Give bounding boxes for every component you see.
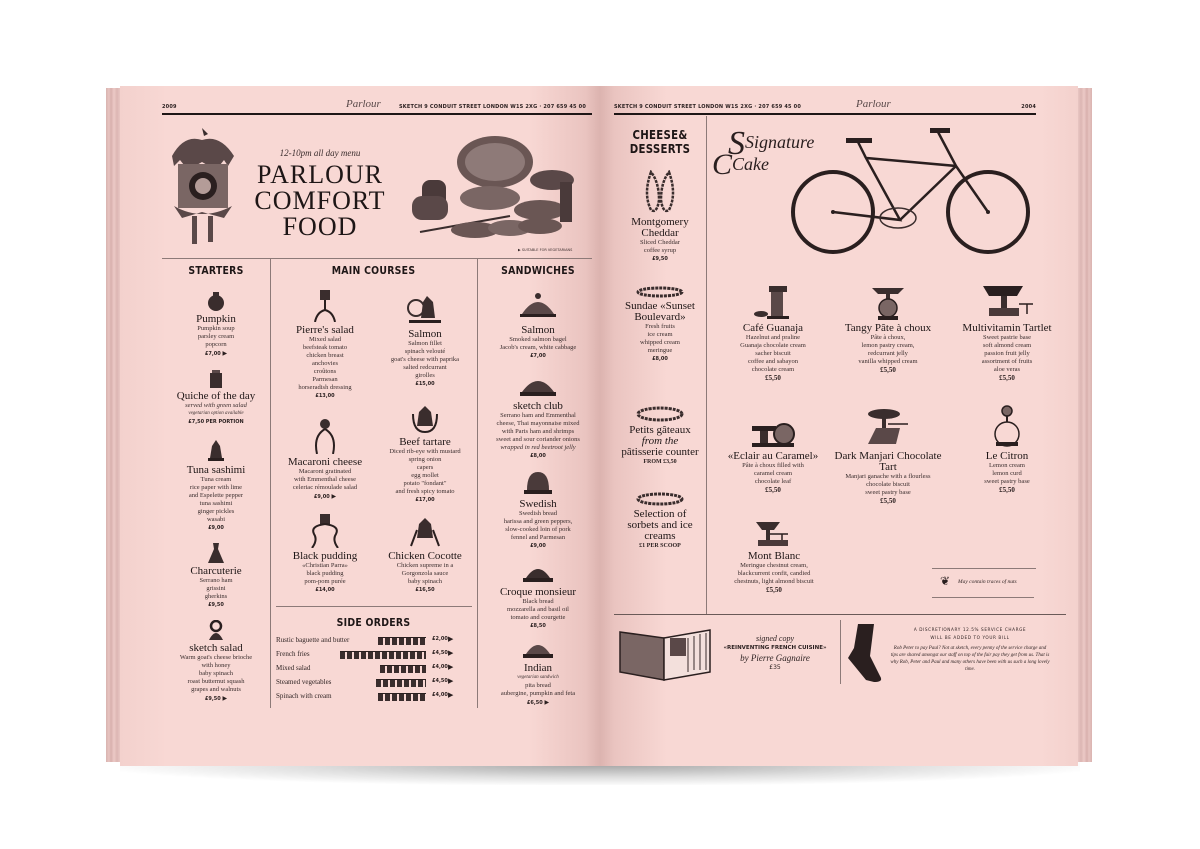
header-address: SKETCH 9 CONDUIT STREET LONDON W1S 2XG · 207 659 45 00 [398,104,586,110]
item-desc: chicken breast [306,352,344,359]
section-divider [162,258,592,259]
menu-item [610,406,710,467]
item-desc: «Christian Parra» [302,562,348,569]
item-desc: potato "fondant" [403,480,447,487]
item-desc: Black bread [522,598,554,605]
veg-icon: ▶ [222,695,228,702]
nut-icon: ❦ [940,574,951,588]
item-desc: egg mollet [411,472,439,479]
item-price: £9,50 [652,256,668,262]
wall-bell-icon [411,404,439,434]
menu-item [164,291,268,359]
menu-item [828,284,948,375]
item-desc: lemon pastry cream, [861,342,915,349]
veg-icon: ▶ [448,691,454,699]
item-desc: sacher biscuit [755,350,791,357]
item-desc: Meringue chestnut cream, [740,562,808,569]
item-desc: croûtons [313,368,337,375]
ornament-icon [207,291,225,311]
veg-icon: ▶ [448,677,454,685]
item-desc: pom-pom purée [304,578,346,585]
item-desc: Fresh fruits [645,323,675,330]
title-line: Signature [745,132,815,152]
item-desc: sweet and sour coriander onions [496,436,580,443]
item-name: Salmon [521,324,555,336]
item-price: £17,00 [415,497,435,503]
item-desc: celeriac rémoulade salad [292,484,358,491]
item-desc: vegetarian sandwich [517,675,559,680]
item-desc: grissini [206,585,226,592]
service-heading: A DISCRETIONARY 12.5% SERVICE CHARGE [913,627,1027,632]
nuts-note [936,574,1040,594]
item-desc: capers [416,464,434,471]
cloche-icon [518,372,558,398]
item-desc: vegetarian option available [188,411,244,416]
signature-cake-title: SSignature CCake [712,125,815,181]
side-orders-list [276,634,476,714]
item-desc: popcorn [205,341,227,348]
balance-scale-icon [979,284,1035,320]
starters-heading: STARTERS [188,264,244,277]
item-name: Indian [523,662,553,674]
item-desc: Hazelnut and praline [745,334,801,341]
side-order-row [276,634,476,648]
item-desc: vanilla whipped cream [858,358,918,365]
cheese-desserts-heading [614,128,706,156]
item-name: Chicken Cocotte [388,550,462,562]
item-desc: pita bread [525,682,551,689]
item-price: £14,00 [315,587,335,593]
item-desc: Sweet pastrie base [982,334,1031,341]
cuckoo-clock-icon [164,126,240,246]
side-order-price: £4,50 [432,678,448,684]
veg-icon: ▶ [518,248,522,252]
item-price: £15,00 [415,381,435,387]
cloche-icon [523,470,553,496]
menu-item [478,638,598,708]
menu-item [946,404,1068,495]
item-desc: Salmon fillet [408,340,442,347]
item-desc: chocolate leaf [754,478,792,485]
promo-title: «REINVENTING FRENCH CUISINE» [723,645,827,651]
item-name: Salmon [408,328,442,340]
page-edges-right [1076,88,1092,762]
note-divider [932,597,1034,598]
item-desc: soft almond cream [982,342,1032,349]
promo-author: by Pierre Gagnaire [740,653,810,663]
item-price: £1 PER SCOOP [639,543,681,549]
item-desc: Mixed salad [309,336,341,343]
item-desc: sweet pastry base [984,478,1030,485]
item-desc: Pâte à choux filled with [742,462,804,469]
item-price: £9,50 [208,602,224,608]
item-name: sketch club [513,400,563,412]
header-rule [162,113,592,115]
menu-item [375,404,475,505]
item-price: £8,50 [530,623,546,629]
item-name: sketch salad [189,642,243,654]
item-name: Café Guanaja [742,322,804,334]
column-divider [706,116,707,614]
item-desc: Chicken supreme in a [396,562,454,569]
item-desc: grapes and walnuts [191,686,241,693]
item-desc: baby spinach [407,578,443,585]
cookware-illustration-icon [400,132,580,244]
item-desc: with honey [201,662,231,669]
item-desc: Pumpkin soup [197,325,235,332]
bells-decoration-icon [378,637,426,645]
necklace-icon [643,170,677,214]
service-text: Rob Peter to pay Paul? Not at sketch, every penny of the service charge and tips are shared amongst our staff on top of the fair pay they get from us. That is why Rob, Peter and Paul and many others have been with us such a long lovely time. [890,646,1050,672]
item-price: £13,00 [315,393,335,399]
item-name: from the [641,435,679,447]
side-order-price: £4,50 [432,650,448,656]
title-line: Cake [732,154,769,174]
menu-item [614,170,706,264]
veg-legend [518,248,572,252]
veg-icon: ▶ [448,649,454,657]
veg-legend-text: SUITABLE FOR VEGETARIANS [521,248,573,252]
item-price: £5,50 [765,374,781,382]
item-desc: anchovies [312,360,338,367]
menu-item [375,516,475,595]
item-desc: chocolate cream [751,366,795,373]
menu-item [614,286,706,364]
kitchen-scale-icon [870,284,906,320]
page-number: 2009 [162,104,177,110]
item-desc: ginger pickles [197,508,235,515]
item-price: £5,50 [765,486,781,494]
item-desc: lemon curd [992,470,1022,477]
title-line: COMFORT [254,186,386,215]
item-desc: black pudding [306,570,344,577]
item-price: £7,00 [530,353,546,359]
item-desc: blackcurrent confit, candied [737,570,811,577]
nuts-note-text: May contain traces of nuts [958,579,1017,585]
item-desc: fennel and Parmesan [510,534,566,541]
item-desc: Macaroni gratinated [298,468,352,475]
candelabra-icon [308,514,342,548]
sandwiches-heading: SANDWICHES [501,264,575,277]
item-desc: harissa and green peppers, [503,518,573,525]
menu-item [478,372,598,461]
item-price: £9,00 [313,494,330,500]
bell-icon [207,440,225,462]
postal-scale-icon [866,408,910,448]
item-desc: and fresh spicy tomato [395,488,455,495]
item-desc: parsley cream [197,333,235,340]
open-menu-booklet [106,86,1092,766]
item-desc: Lemon cream [989,462,1025,469]
item-price: £7,50 PER PORTION [188,419,244,425]
book-promo [716,634,834,673]
item-name: Beef tartare [399,436,451,448]
item-desc: girolles [415,372,435,379]
item-desc: roast butternut squash [187,678,245,685]
side-order-name: Steamed vegetables [276,678,332,686]
dress-icon [207,543,225,563]
item-desc: Parmesan [312,376,338,383]
item-desc: cheese, Thai mayonnaise mixed [496,420,580,427]
menu-hours: 12-10pm all day menu [279,148,361,158]
menu-item [478,290,598,361]
item-name: Sundae «Sunset Boulevard» [625,300,695,323]
item-desc: Guanaja chocolate cream [740,342,806,349]
cloche-icon [521,638,555,660]
item-name: Mont Blanc [747,550,801,562]
hanging-scale-icon [992,404,1022,448]
item-name: Charcuterie [190,565,242,577]
veg-icon: ▶ [544,699,550,706]
item-price: £5,50 [766,586,782,594]
title-line: PARLOUR [257,160,383,189]
menu-item [164,543,268,610]
item-price: £9,00 [530,543,546,549]
side-order-price: £4,00 [432,664,448,670]
menu-item [712,518,836,595]
item-name: pâtisserie counter [621,446,699,458]
promo-price: £35 [769,664,781,671]
item-name: Tangy Pâte à choux [844,322,932,334]
item-desc: coffee and sabayon [747,358,799,365]
promo-line: signed copy [756,634,794,643]
item-desc: passion fruit jelly [984,350,1030,357]
item-name: Croque monsieur [499,586,577,598]
item-desc: tomato and courgette [510,614,566,621]
bracelet-icon [635,406,685,422]
parlour-logo: Parlour [346,98,381,110]
menu-item [716,418,830,495]
item-name: Montgomery Cheddar [631,216,689,239]
menu-item [275,514,375,595]
item-desc: tuna sashimi [199,500,233,507]
side-order-row [276,662,476,676]
parlour-logo: Parlour [856,98,891,110]
header-address: SKETCH 9 CONDUIT STREET LONDON W1S 2XG · 207 659 45 00 [614,104,802,110]
veg-icon: ▶ [448,663,454,671]
jar-icon [208,370,224,388]
item-name: Swedish [519,498,557,510]
side-order-name: French fries [276,650,310,658]
item-desc: assortment of fruits [981,358,1033,365]
menu-item [275,290,375,401]
menu-item [160,620,272,704]
item-price: £5,50 [999,486,1015,494]
item-price: £9,50 [204,696,221,702]
item-price: £8,00 [530,453,546,459]
side-order-name: Rustic baguette and butter [276,636,350,644]
item-desc: salted redcurrant [403,364,447,371]
item-price: £8,00 [652,356,668,362]
item-desc: Jacob's cream, white cabbage [499,344,577,351]
bells-decoration-icon [378,693,426,701]
bells-decoration-icon [380,665,426,673]
section-divider [614,614,1066,615]
item-desc: goat's cheese with paprika [390,356,460,363]
item-name: Black pudding [292,550,358,562]
menu-item [164,440,268,533]
item-desc: ice cream [647,331,673,338]
cloche-icon [518,290,558,322]
item-name: Le Citron [985,450,1029,462]
item-desc: Serrano ham [199,577,233,584]
side-orders-heading: SIDE ORDERS [336,616,411,629]
column-divider [840,620,841,684]
item-price: £6,50 [526,700,543,706]
item-name: Multivitamin Tartlet [962,322,1052,334]
clock-scale-icon [750,418,796,448]
section-divider [276,606,472,607]
item-price: £7,00 [204,351,221,357]
item-desc: spinach velouté [404,348,446,355]
veg-icon: ▶ [448,635,454,643]
item-name: «Eclair au Caramel» [727,450,819,462]
item-desc: caramel cream [753,470,793,477]
item-desc: Warm goat's cheese brioche [179,654,253,661]
item-desc: Tuna cream [200,476,232,483]
item-desc: Sliced Cheddar [640,239,680,246]
item-name: Macaroni cheese [287,456,363,468]
item-desc: Diced rib-eye with mustard [389,448,461,455]
item-desc: Manjari ganache with a flourless [845,473,931,480]
title-line: FOOD [282,212,358,241]
page-title [238,162,402,240]
item-desc: Serrano ham and Emmenthal [500,412,576,419]
item-price: FROM £3,50 [643,459,677,465]
side-order-row [276,690,476,704]
stocking-illustration-icon [844,622,888,684]
page-number: 2004 [1021,104,1036,110]
menu-item [375,292,475,389]
item-desc: served with green salad [185,402,247,409]
side-order-price: £2,00 [432,636,448,642]
service-charge-note [890,626,1050,673]
item-name: Pumpkin [196,313,236,325]
side-order-price: £4,00 [432,692,448,698]
item-desc: aubergine, pumpkin and feta [500,690,576,697]
item-desc: gherkins [204,593,228,600]
bicycle-illustration-icon [788,128,1038,258]
bell-stand-icon [408,516,442,548]
right-page [600,86,1078,766]
bells-decoration-icon [340,651,426,659]
item-name: Quiche of the day [176,390,256,402]
veg-icon: ▶ [222,350,228,357]
item-name: Dark Manjari Chocolate Tart [834,450,942,473]
item-desc: coffee syrup [643,247,677,254]
item-desc: chestnuts, light almond biscuit [734,578,814,585]
side-order-row [276,648,476,662]
menu-item [826,408,950,506]
item-desc: sweet pastry base [865,489,911,496]
item-price: £5,50 [999,374,1015,382]
service-heading: WILL BE ADDED TO YOUR BILL [930,635,1010,640]
header-rule [614,113,1036,115]
bell-machine-icon [407,292,443,326]
candelabra-icon [313,290,337,322]
item-desc: chocolate biscuit [866,481,910,488]
item-price: £16,50 [415,587,435,593]
item-desc: aloe veras [993,366,1021,373]
item-name: Pierre's salad [296,324,354,336]
item-desc: and Espelette pepper [188,492,244,499]
item-desc: slow-cooked loin of pork [505,526,571,533]
item-price: £5,50 [880,366,896,374]
item-desc: Gorgonzola sauce [401,570,449,577]
item-desc: redcurrant jelly [868,350,908,357]
balance-scale-icon [754,518,794,548]
item-name: Petits gâteaux [629,424,691,436]
menu-item [718,284,828,383]
item-desc: rice paper with lime [189,484,243,491]
item-desc: Pâte à choux, [870,334,906,341]
item-desc: Smoked salmon bagel [509,336,567,343]
item-desc: Swedish bread [518,510,558,517]
coffee-machine-icon [753,284,793,320]
menu-item [614,492,706,551]
menu-item [478,562,598,631]
heading-line: CHEESE& [632,128,688,142]
item-name: Tuna sashimi [186,464,246,476]
item-desc: with Paris ham and shrimps [501,428,575,435]
item-name: Selection of sorbets and ice creams [627,508,693,542]
bells-decoration-icon [376,679,426,687]
item-desc: mozzarella and basil oil [507,606,569,613]
heading-line: DESSERTS [629,142,691,156]
open-book-illustration-icon [618,624,714,684]
menu-item [275,418,375,502]
item-desc: spring onion [408,456,442,463]
menu-item [164,370,268,427]
menu-item [478,470,598,551]
item-desc: wasabi [206,516,226,523]
main-courses-heading: MAIN COURSES [331,264,416,277]
item-desc: baby spinach [198,670,234,677]
note-divider [932,568,1036,569]
item-desc: horseradish dressing [298,384,352,391]
item-price: £9,00 [208,525,224,531]
side-order-name: Mixed salad [276,664,311,672]
item-desc: whipped cream [640,339,680,346]
item-price: £5,50 [880,497,896,505]
side-order-name: Spinach with cream [276,692,332,700]
left-page [120,86,600,766]
side-order-row [276,676,476,690]
menu-item [946,284,1068,383]
veg-icon: ▶ [331,493,337,500]
item-desc: wrapped in red beetroot jelly [500,444,576,451]
item-desc: meringue [647,347,673,354]
candelabra-icon [311,418,339,454]
cloche-icon [521,562,555,584]
stand-icon [207,620,225,640]
bracelet-icon [635,492,685,506]
bracelet-icon [635,286,685,298]
item-desc: with Emmenthal cheese [293,476,357,483]
item-desc: beefsteak tomato [302,344,348,351]
